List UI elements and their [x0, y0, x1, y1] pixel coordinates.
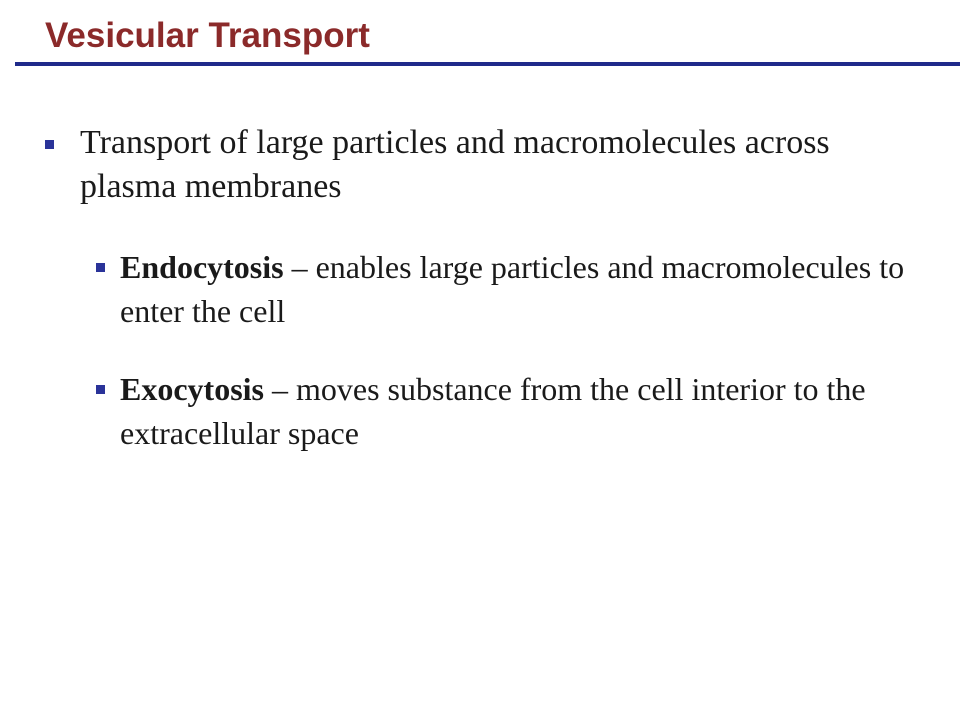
- square-bullet-icon: [96, 385, 105, 394]
- main-bullet-text: Transport of large particles and macromolecules across plasma membranes: [80, 124, 830, 205]
- term-endocytosis: Endocytosis: [120, 249, 284, 285]
- endocytosis-description: – enables large particles and macromolecules to enter the cell: [120, 249, 905, 329]
- exocytosis-description: – moves substance from the cell interior to the extracellular space: [120, 371, 866, 451]
- term-exocytosis: Exocytosis: [120, 371, 264, 407]
- slide-title: Vesicular Transport: [45, 16, 370, 55]
- title-underline-rule: [15, 62, 960, 66]
- sub-bullet-text: [120, 367, 950, 455]
- square-bullet-icon: [96, 263, 105, 272]
- sub-bullet-text: [120, 245, 940, 333]
- square-bullet-icon: [45, 140, 54, 149]
